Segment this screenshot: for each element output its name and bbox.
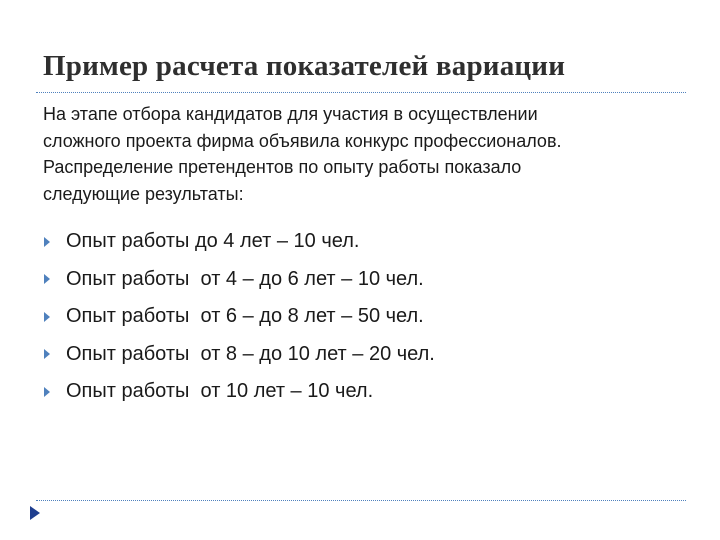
intro-line: На этапе отбора кандидатов для участия в осуществлении	[43, 104, 538, 124]
slide-title: Пример расчета показателей вариации	[43, 50, 566, 82]
triangle-right-icon	[44, 312, 50, 322]
triangle-right-icon	[44, 237, 50, 247]
next-slide-icon[interactable]	[30, 506, 40, 520]
triangle-right-icon	[44, 387, 50, 397]
list-item-text: Опыт работы до 4 лет – 10 чел.	[66, 230, 360, 253]
triangle-right-icon	[44, 274, 50, 284]
list-item	[43, 336, 435, 374]
experience-list	[43, 223, 435, 411]
footer-divider	[36, 500, 686, 501]
list-item	[43, 261, 435, 299]
list-item	[43, 298, 435, 336]
intro-line: следующие результаты:	[43, 183, 244, 204]
title-divider	[36, 92, 686, 93]
intro-paragraph	[43, 101, 693, 207]
list-item	[43, 373, 435, 411]
triangle-right-icon	[44, 349, 50, 359]
list-item-text: Опыт работы от 10 лет – 10 чел.	[66, 380, 374, 403]
list-item-text: Опыт работы от 4 – до 6 лет – 10 чел.	[66, 267, 424, 290]
list-item-text: Опыт работы от 8 – до 10 лет – 20 чел.	[66, 342, 435, 365]
intro-line: сложного проекта фирма объявила конкурс профессионалов.	[43, 130, 562, 151]
intro-line: Распределение претендентов по опыту работы показало	[43, 157, 522, 177]
list-item	[43, 223, 435, 261]
list-item-text: Опыт работы от 6 – до 8 лет – 50 чел.	[66, 305, 424, 328]
